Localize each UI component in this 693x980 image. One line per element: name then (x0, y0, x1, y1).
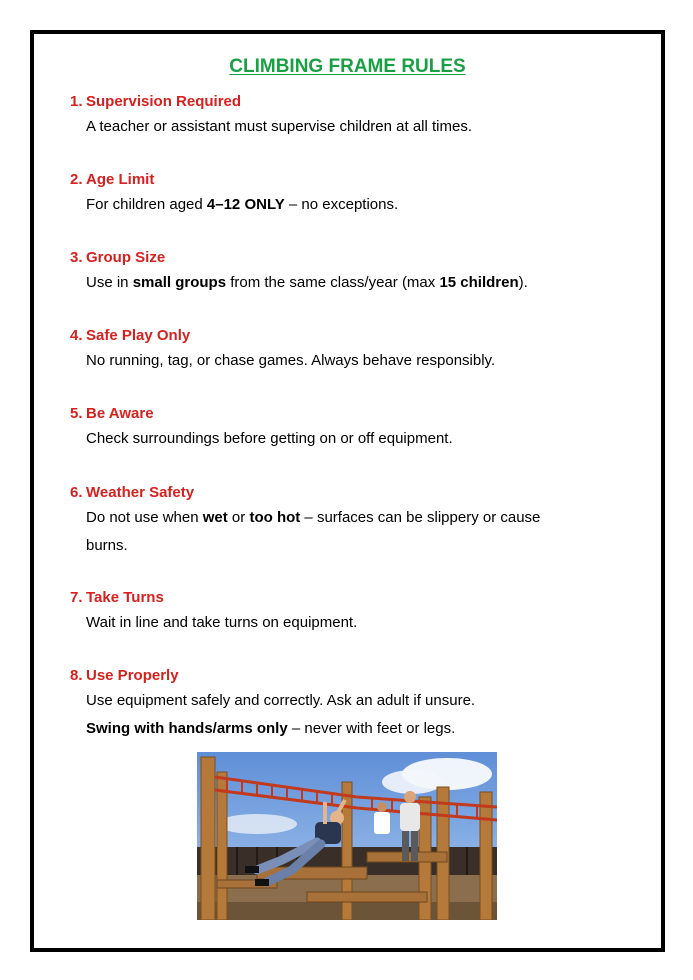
rule-number: 8. (70, 667, 83, 684)
rule-text-segment: – no exceptions. (284, 196, 399, 213)
rule-text-segment: A teacher or assistant must supervise children at all times. (86, 118, 473, 135)
rule-description-line (70, 348, 630, 374)
rule-number: 6. (70, 484, 83, 501)
rule-text-segment: Check surroundings before getting on or off equipment. (86, 430, 453, 447)
rule-description-line (70, 533, 630, 559)
rule-heading (70, 588, 630, 608)
emphasized-text: wet (202, 509, 228, 526)
rule-heading (70, 326, 630, 346)
rule-number: 3. (70, 249, 83, 266)
rule-description-line (70, 426, 630, 452)
rule-heading-text: Safe Play Only (86, 327, 191, 344)
rule-item (70, 92, 630, 140)
emphasized-text: 15 children (439, 274, 519, 291)
rule-text-segment: For children aged (86, 196, 207, 213)
rule-heading-text: Supervision Required (86, 93, 242, 110)
climbing-frame-photo (197, 752, 497, 920)
rule-description-line (70, 610, 630, 636)
rule-text-segment: – surfaces can be slippery or cause (300, 509, 541, 526)
rule-text-segment: – never with feet or legs. (287, 720, 456, 737)
rule-item (70, 404, 630, 452)
rule-heading-text: Weather Safety (86, 484, 195, 501)
rule-item (70, 588, 630, 636)
rule-text-segment: Do not use when (86, 509, 203, 526)
rule-text-segment: from the same class/year (max (226, 274, 440, 291)
emphasized-text: too hot (249, 509, 301, 526)
rule-text-segment: ). (518, 274, 528, 291)
emphasized-text: small groups (132, 274, 227, 291)
rule-text-segment: or (227, 509, 250, 526)
emphasized-text: Swing with hands/arms only (86, 720, 288, 737)
rule-description-line (70, 716, 630, 742)
rule-item (70, 483, 630, 559)
rule-number: 5. (70, 405, 83, 422)
emphasized-text: 4–12 ONLY (206, 196, 285, 213)
rule-heading (70, 92, 630, 112)
rule-heading-text: Be Aware (86, 405, 154, 422)
rule-heading (70, 248, 630, 268)
page-border (30, 30, 665, 952)
rule-heading-text: Age Limit (86, 171, 155, 188)
rule-item (70, 666, 630, 742)
rule-text-segment: Use equipment safely and correctly. Ask an adult if unsure. (86, 692, 476, 709)
rule-heading-text: Group Size (86, 249, 166, 266)
rule-item (70, 170, 630, 218)
rule-description-line (70, 192, 630, 218)
rule-heading (70, 404, 630, 424)
rule-number: 7. (70, 589, 83, 606)
rule-text-segment: Wait in line and take turns on equipment. (86, 614, 358, 631)
rule-number: 1. (70, 93, 83, 110)
rule-heading-text: Take Turns (86, 589, 164, 606)
rule-text-segment: No running, tag, or chase games. Always behave responsibly. (86, 352, 496, 369)
rule-heading (70, 666, 630, 686)
rule-text-segment: burns. (86, 537, 128, 554)
rule-item (70, 326, 630, 374)
rule-item (70, 248, 630, 296)
page-title: CLIMBING FRAME RULES (229, 56, 466, 77)
rule-description-line (70, 270, 630, 296)
rule-heading (70, 170, 630, 190)
rule-description-line (70, 505, 630, 531)
rule-number: 4. (70, 327, 83, 344)
rule-heading (70, 483, 630, 503)
rule-text-segment: Use in (86, 274, 133, 291)
rule-description-line (70, 114, 630, 140)
rule-heading-text: Use Properly (86, 667, 179, 684)
rule-number: 2. (70, 171, 83, 188)
rule-description-line (70, 688, 630, 714)
